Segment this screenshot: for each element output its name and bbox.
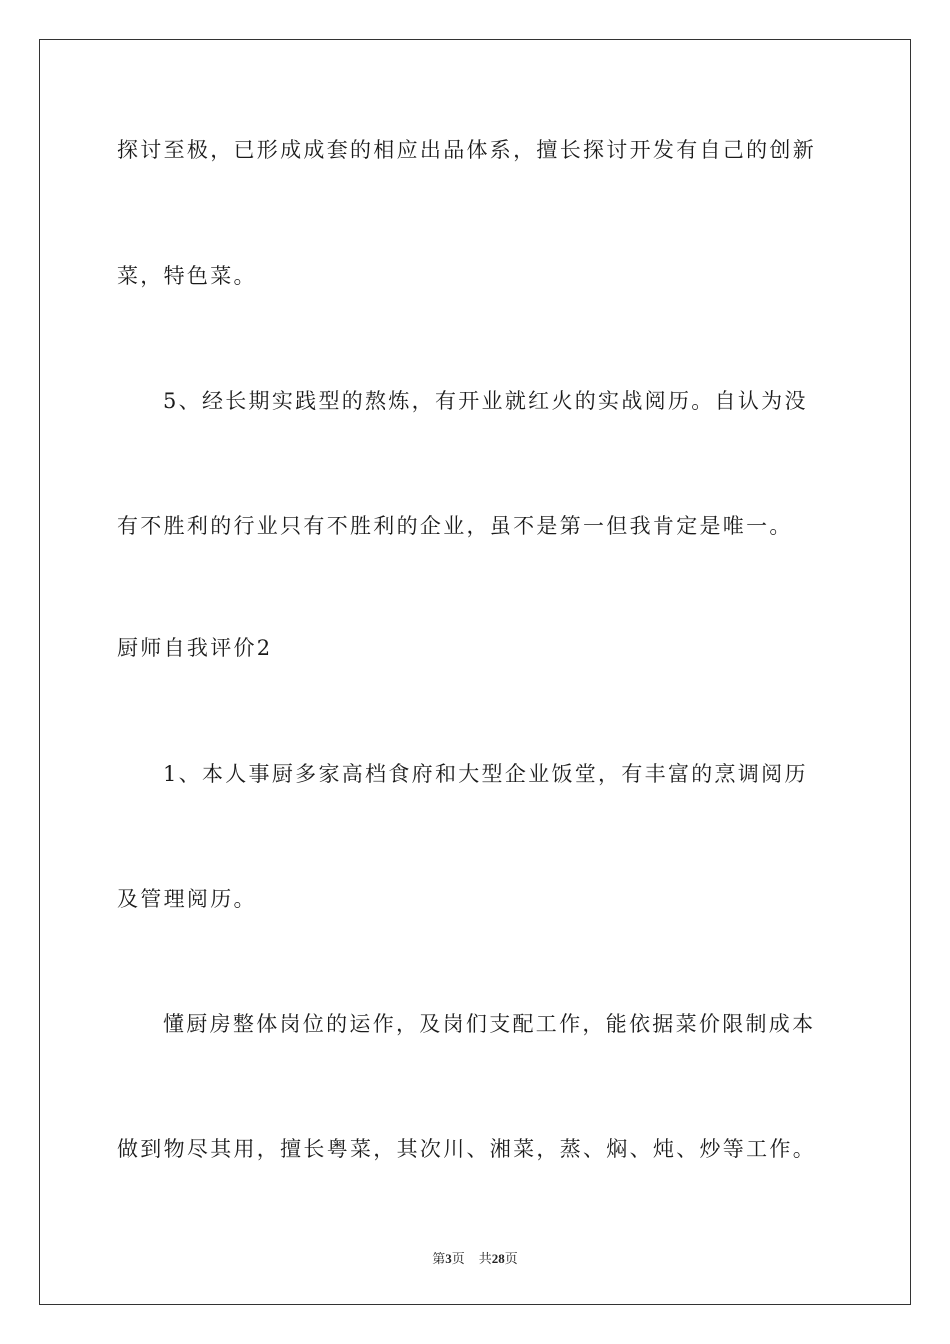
body-line-5: 1、本人事厨多家高档食府和大型企业饭堂，有丰富的烹调阅历 bbox=[163, 762, 808, 786]
footer-page-prefix: 第 bbox=[432, 1251, 446, 1266]
body-line-3: 5、经长期实践型的熬炼，有开业就红火的实战阅历。自认为没 bbox=[163, 389, 808, 413]
footer-total-prefix: 共 bbox=[478, 1251, 492, 1266]
footer-total-pages: 28 bbox=[491, 1251, 505, 1266]
body-line-7: 懂厨房整体岗位的运作，及岗们支配工作，能依据菜价限制成本 bbox=[163, 1012, 816, 1036]
body-line-8: 做到物尽其用，擅长粤菜，其次川、湘菜，蒸、焖、炖、炒等工作。 bbox=[117, 1137, 816, 1161]
body-line-4: 有不胜利的行业只有不胜利的企业，虽不是第一但我肯定是唯一。 bbox=[117, 514, 793, 538]
body-line-2: 菜，特色菜。 bbox=[117, 264, 257, 288]
page-border bbox=[39, 39, 911, 1305]
page-footer bbox=[0, 1248, 950, 1267]
footer-page-number: 3 bbox=[445, 1251, 452, 1266]
footer-total-suffix: 页 bbox=[504, 1251, 518, 1266]
body-line-1: 探讨至极，已形成成套的相应出品体系，擅长探讨开发有自己的创新 bbox=[117, 138, 816, 162]
section-heading: 厨师自我评价2 bbox=[117, 636, 273, 660]
footer-page-suffix: 页 bbox=[451, 1251, 465, 1266]
body-line-6: 及管理阅历。 bbox=[117, 887, 257, 911]
